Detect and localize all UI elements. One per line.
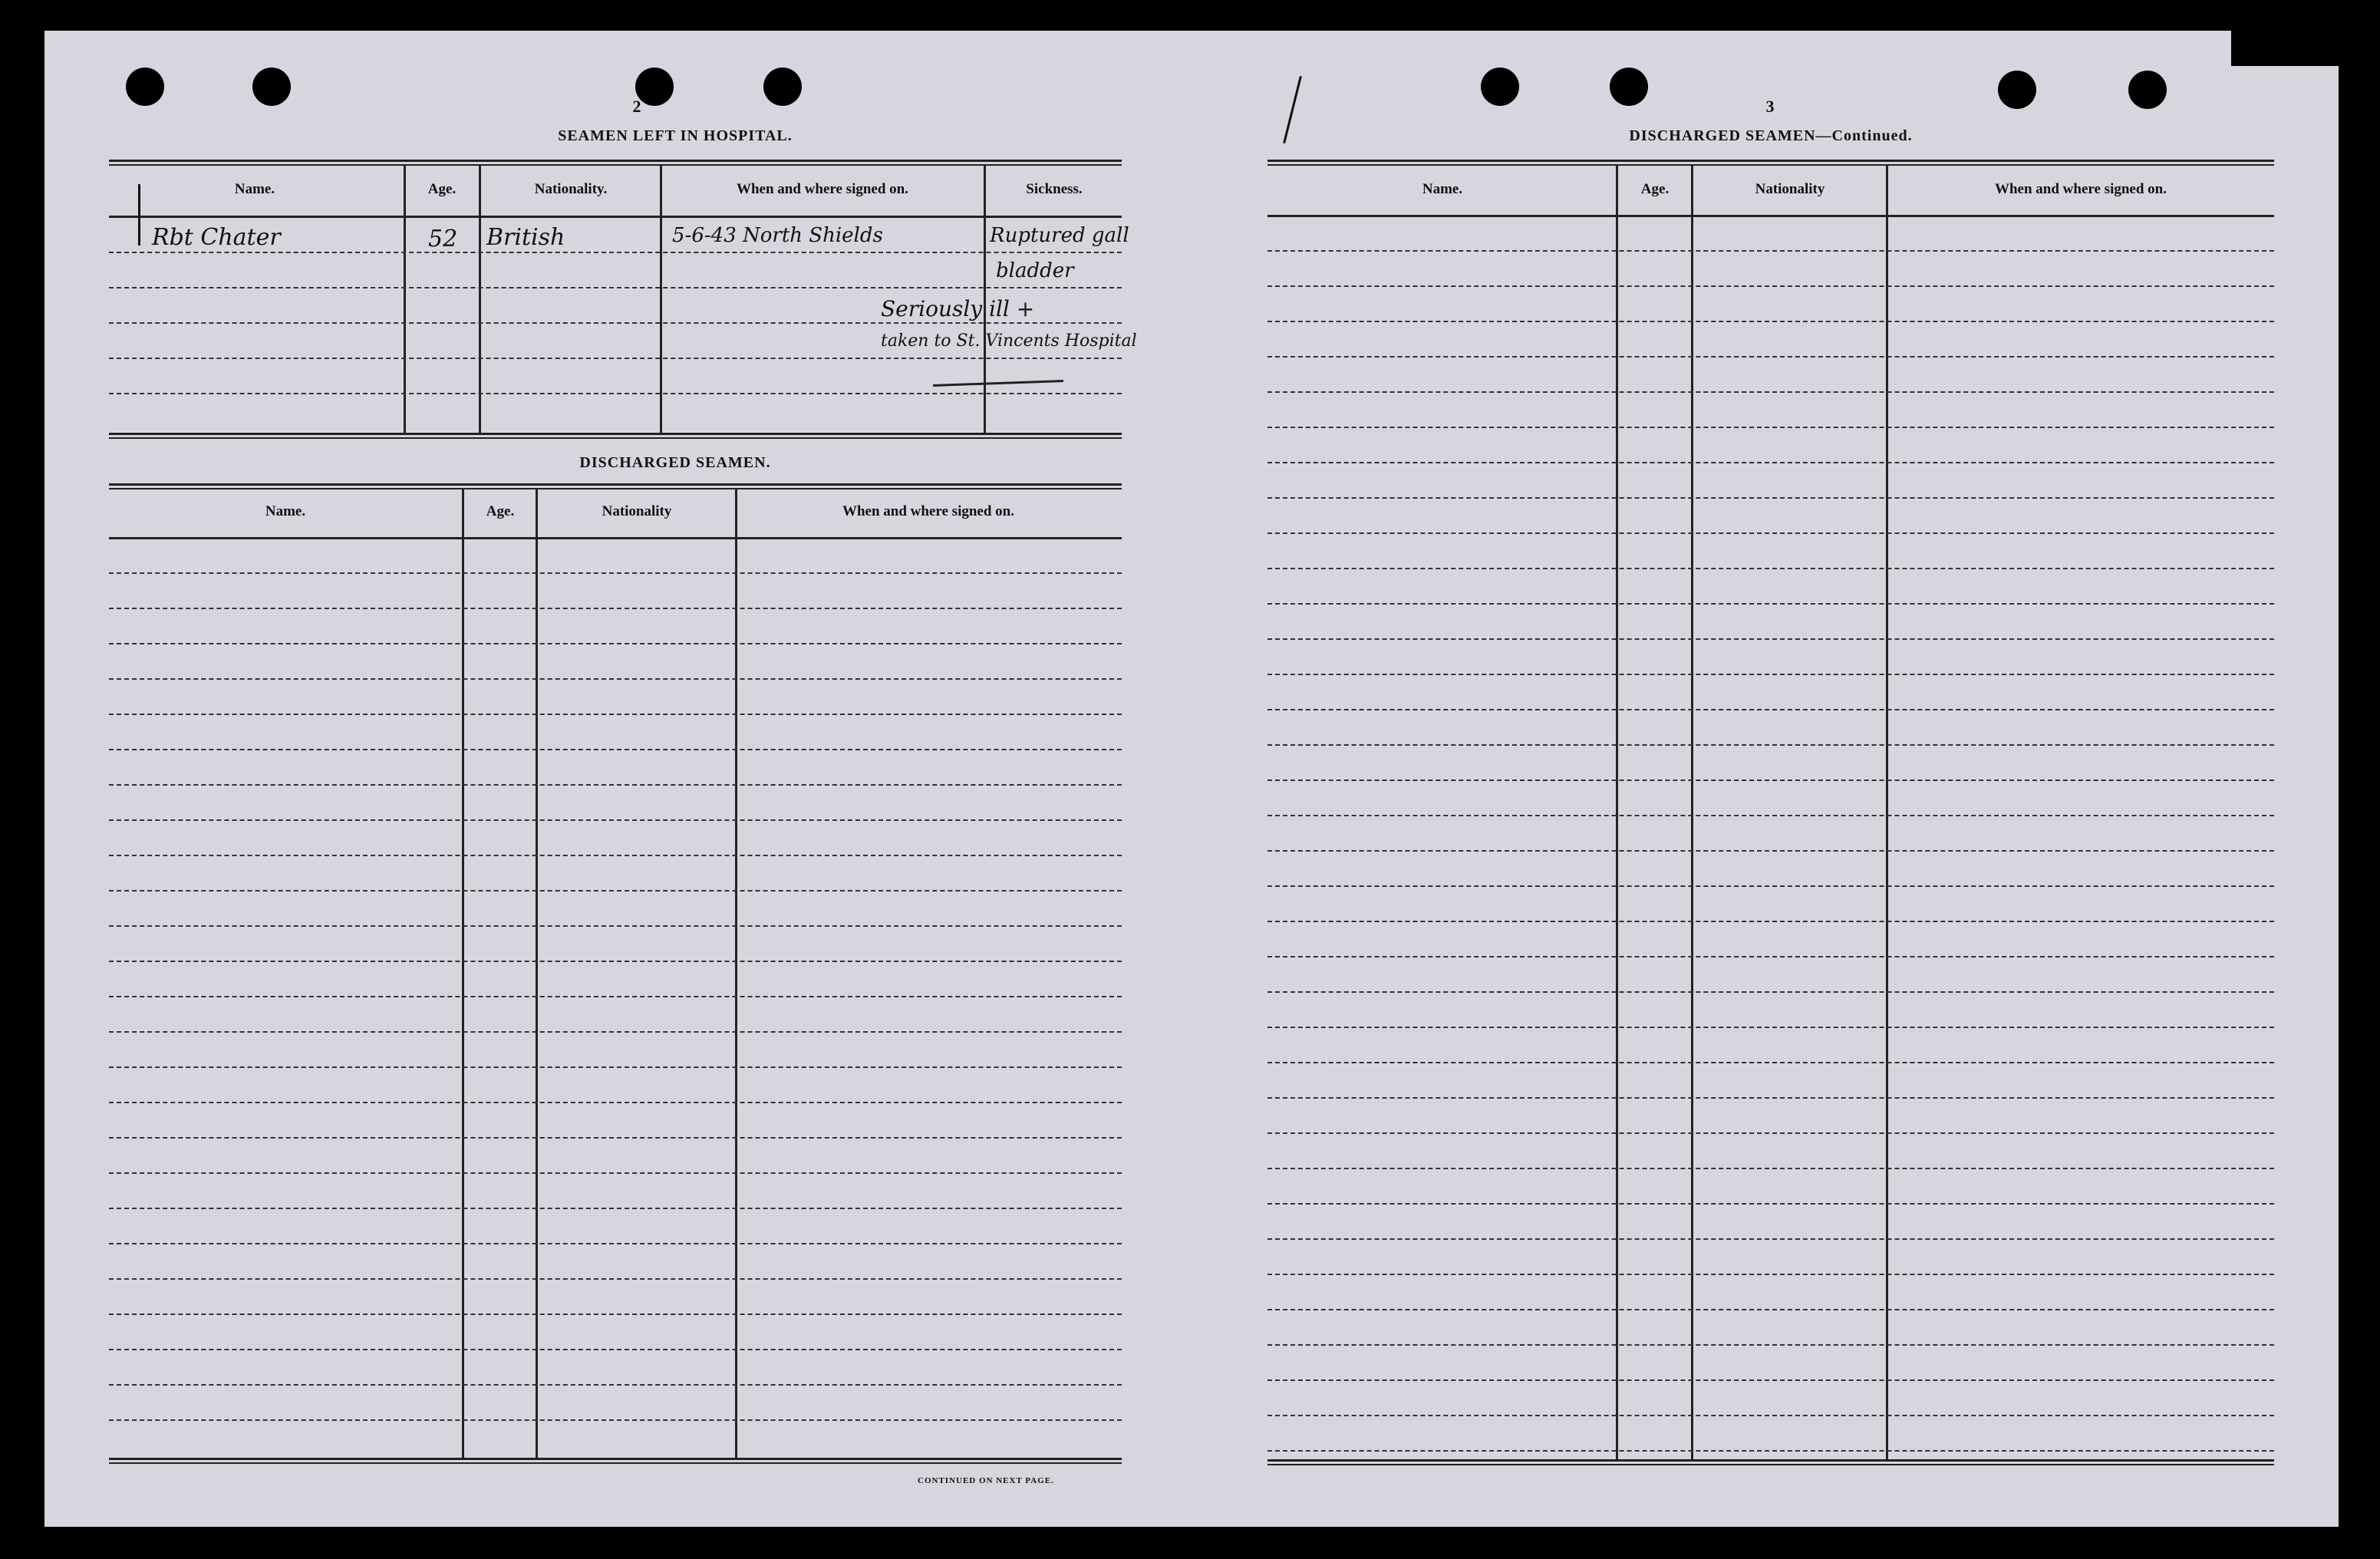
dotted-rule bbox=[1267, 1203, 2274, 1205]
dotted-rule bbox=[1267, 321, 2274, 322]
dotted-rule bbox=[1267, 1379, 2274, 1381]
dotted-rule bbox=[1267, 885, 2274, 887]
dotted-rule bbox=[1267, 1415, 2274, 1416]
dotted-rule bbox=[109, 252, 1122, 253]
dotted-rule bbox=[1267, 1344, 2274, 1346]
dotted-rule bbox=[1267, 921, 2274, 922]
dotted-rule bbox=[1267, 1027, 2274, 1028]
dotted-rule bbox=[109, 1172, 1122, 1174]
dotted-rule bbox=[109, 1243, 1122, 1244]
dotted-rule bbox=[109, 1137, 1122, 1139]
dotted-rule bbox=[1267, 709, 2274, 710]
punch-hole bbox=[763, 68, 802, 106]
discharged-col-divider bbox=[735, 489, 737, 1458]
dotted-rule bbox=[109, 678, 1122, 680]
dotted-rule bbox=[109, 855, 1122, 856]
dotted-rule bbox=[109, 608, 1122, 609]
dotted-rule bbox=[109, 784, 1122, 786]
document-sheet bbox=[45, 31, 2339, 1527]
dotted-rule bbox=[1267, 1168, 2274, 1169]
punch-hole bbox=[2128, 71, 2167, 109]
hospital-entry-signed-on: 5-6-43 North Shields bbox=[672, 224, 883, 247]
dotted-rule bbox=[109, 1313, 1122, 1315]
right-table-top-rule bbox=[1267, 160, 2274, 166]
dotted-rule bbox=[109, 1419, 1122, 1421]
dotted-rule bbox=[109, 322, 1122, 324]
dotted-rule bbox=[1267, 674, 2274, 675]
dotted-rule bbox=[1267, 391, 2274, 393]
discharged-col-age: Age. bbox=[486, 503, 515, 519]
hospital-entry-sickness-1: Ruptured gall bbox=[990, 224, 1129, 247]
right-col-divider bbox=[1691, 166, 1693, 1459]
discharged-continued-title: DISCHARGED SEAMEN—Continued. bbox=[1629, 127, 1913, 144]
discharged-col-name: Name. bbox=[265, 503, 306, 519]
dotted-rule bbox=[1267, 603, 2274, 605]
dotted-rule bbox=[109, 572, 1122, 574]
dotted-rule bbox=[109, 358, 1122, 359]
dotted-rule bbox=[109, 393, 1122, 394]
dotted-rule bbox=[1267, 250, 2274, 252]
hospital-col-nationality: Nationality. bbox=[534, 181, 608, 197]
dotted-rule bbox=[109, 1278, 1122, 1280]
punch-hole bbox=[126, 68, 164, 106]
note-underline bbox=[933, 380, 1063, 387]
dotted-rule bbox=[1267, 956, 2274, 957]
dotted-rule bbox=[1267, 850, 2274, 852]
dotted-rule bbox=[109, 643, 1122, 644]
discharged-table-bottom-rule bbox=[109, 1458, 1122, 1464]
dotted-rule bbox=[1267, 497, 2274, 499]
hospital-header-rule bbox=[109, 216, 1122, 218]
discharged-col-divider bbox=[536, 489, 538, 1458]
hospital-entry-nationality: British bbox=[486, 224, 565, 251]
right-table-bottom-rule bbox=[1267, 1459, 2274, 1465]
hospital-col-age: Age. bbox=[427, 181, 457, 197]
dotted-rule bbox=[109, 714, 1122, 715]
dotted-rule bbox=[109, 1066, 1122, 1068]
dotted-rule bbox=[109, 996, 1122, 997]
dotted-rule bbox=[109, 1349, 1122, 1350]
dotted-rule bbox=[1267, 1132, 2274, 1134]
discharged-header-rule bbox=[109, 537, 1122, 539]
dotted-rule bbox=[109, 287, 1122, 288]
discharged-table-top-rule bbox=[109, 483, 1122, 489]
right-col-age: Age. bbox=[1640, 181, 1670, 197]
dotted-rule bbox=[1267, 356, 2274, 358]
margin-mark bbox=[1283, 76, 1302, 143]
dotted-rule bbox=[1267, 462, 2274, 463]
dotted-rule bbox=[1267, 1309, 2274, 1310]
punch-hole bbox=[1998, 71, 2036, 109]
dotted-rule bbox=[1267, 1450, 2274, 1452]
hospital-entry-note-2: taken to St. Vincents Hospital bbox=[881, 331, 1137, 351]
punch-hole bbox=[1610, 68, 1648, 106]
dotted-rule bbox=[109, 1208, 1122, 1209]
dotted-rule bbox=[1267, 1238, 2274, 1240]
discharged-col-nationality: Nationality bbox=[602, 503, 672, 519]
discharged-col-divider bbox=[462, 489, 464, 1458]
right-col-nationality: Nationality bbox=[1755, 181, 1825, 197]
dotted-rule bbox=[1267, 532, 2274, 534]
dotted-rule bbox=[109, 1031, 1122, 1033]
hospital-entry-note-1: Seriously ill + bbox=[881, 296, 1035, 321]
hospital-col-name: Name. bbox=[234, 181, 275, 197]
dotted-rule bbox=[109, 961, 1122, 962]
dotted-rule bbox=[1267, 744, 2274, 746]
right-col-signed-on: When and where signed on. bbox=[1994, 181, 2167, 197]
hospital-entry-name: Rbt Chater bbox=[152, 224, 281, 251]
punch-hole bbox=[1481, 68, 1519, 106]
hospital-table-bottom-rule bbox=[109, 433, 1122, 439]
punch-hole bbox=[252, 68, 291, 106]
dotted-rule bbox=[109, 819, 1122, 821]
hospital-entry-age: 52 bbox=[428, 226, 458, 252]
dotted-rule bbox=[1267, 991, 2274, 993]
page-number-right: 3 bbox=[1765, 97, 1775, 116]
dotted-rule bbox=[109, 925, 1122, 927]
dotted-rule bbox=[1267, 427, 2274, 428]
dotted-rule bbox=[109, 890, 1122, 892]
right-col-divider bbox=[1886, 166, 1888, 1459]
hospital-entry-sickness-2: bladder bbox=[996, 259, 1074, 282]
hospital-col-sickness: Sickness. bbox=[1026, 181, 1083, 197]
page-number-left: 2 bbox=[632, 97, 641, 116]
right-col-divider bbox=[1616, 166, 1618, 1459]
hospital-table-top-rule bbox=[109, 160, 1122, 166]
dotted-rule bbox=[109, 749, 1122, 750]
dotted-rule bbox=[1267, 568, 2274, 569]
dotted-rule bbox=[1267, 780, 2274, 781]
dotted-rule bbox=[1267, 285, 2274, 287]
discharged-section-title: DISCHARGED SEAMEN. bbox=[579, 454, 771, 471]
discharged-col-signed-on: When and where signed on. bbox=[842, 503, 1014, 519]
dotted-rule bbox=[109, 1102, 1122, 1103]
entry-check-mark bbox=[138, 184, 140, 246]
dotted-rule bbox=[1267, 1062, 2274, 1063]
continued-footer: CONTINUED ON NEXT PAGE. bbox=[918, 1476, 1054, 1485]
corner-tab bbox=[2231, 31, 2339, 66]
dotted-rule bbox=[1267, 1274, 2274, 1275]
dotted-rule bbox=[1267, 638, 2274, 640]
dotted-rule bbox=[109, 1384, 1122, 1386]
right-header-rule bbox=[1267, 215, 2274, 217]
dotted-rule bbox=[1267, 1097, 2274, 1099]
hospital-section-title: SEAMEN LEFT IN HOSPITAL. bbox=[558, 127, 793, 144]
dotted-rule bbox=[1267, 815, 2274, 816]
right-col-name: Name. bbox=[1422, 181, 1463, 197]
hospital-col-signed-on: When and where signed on. bbox=[736, 181, 908, 197]
